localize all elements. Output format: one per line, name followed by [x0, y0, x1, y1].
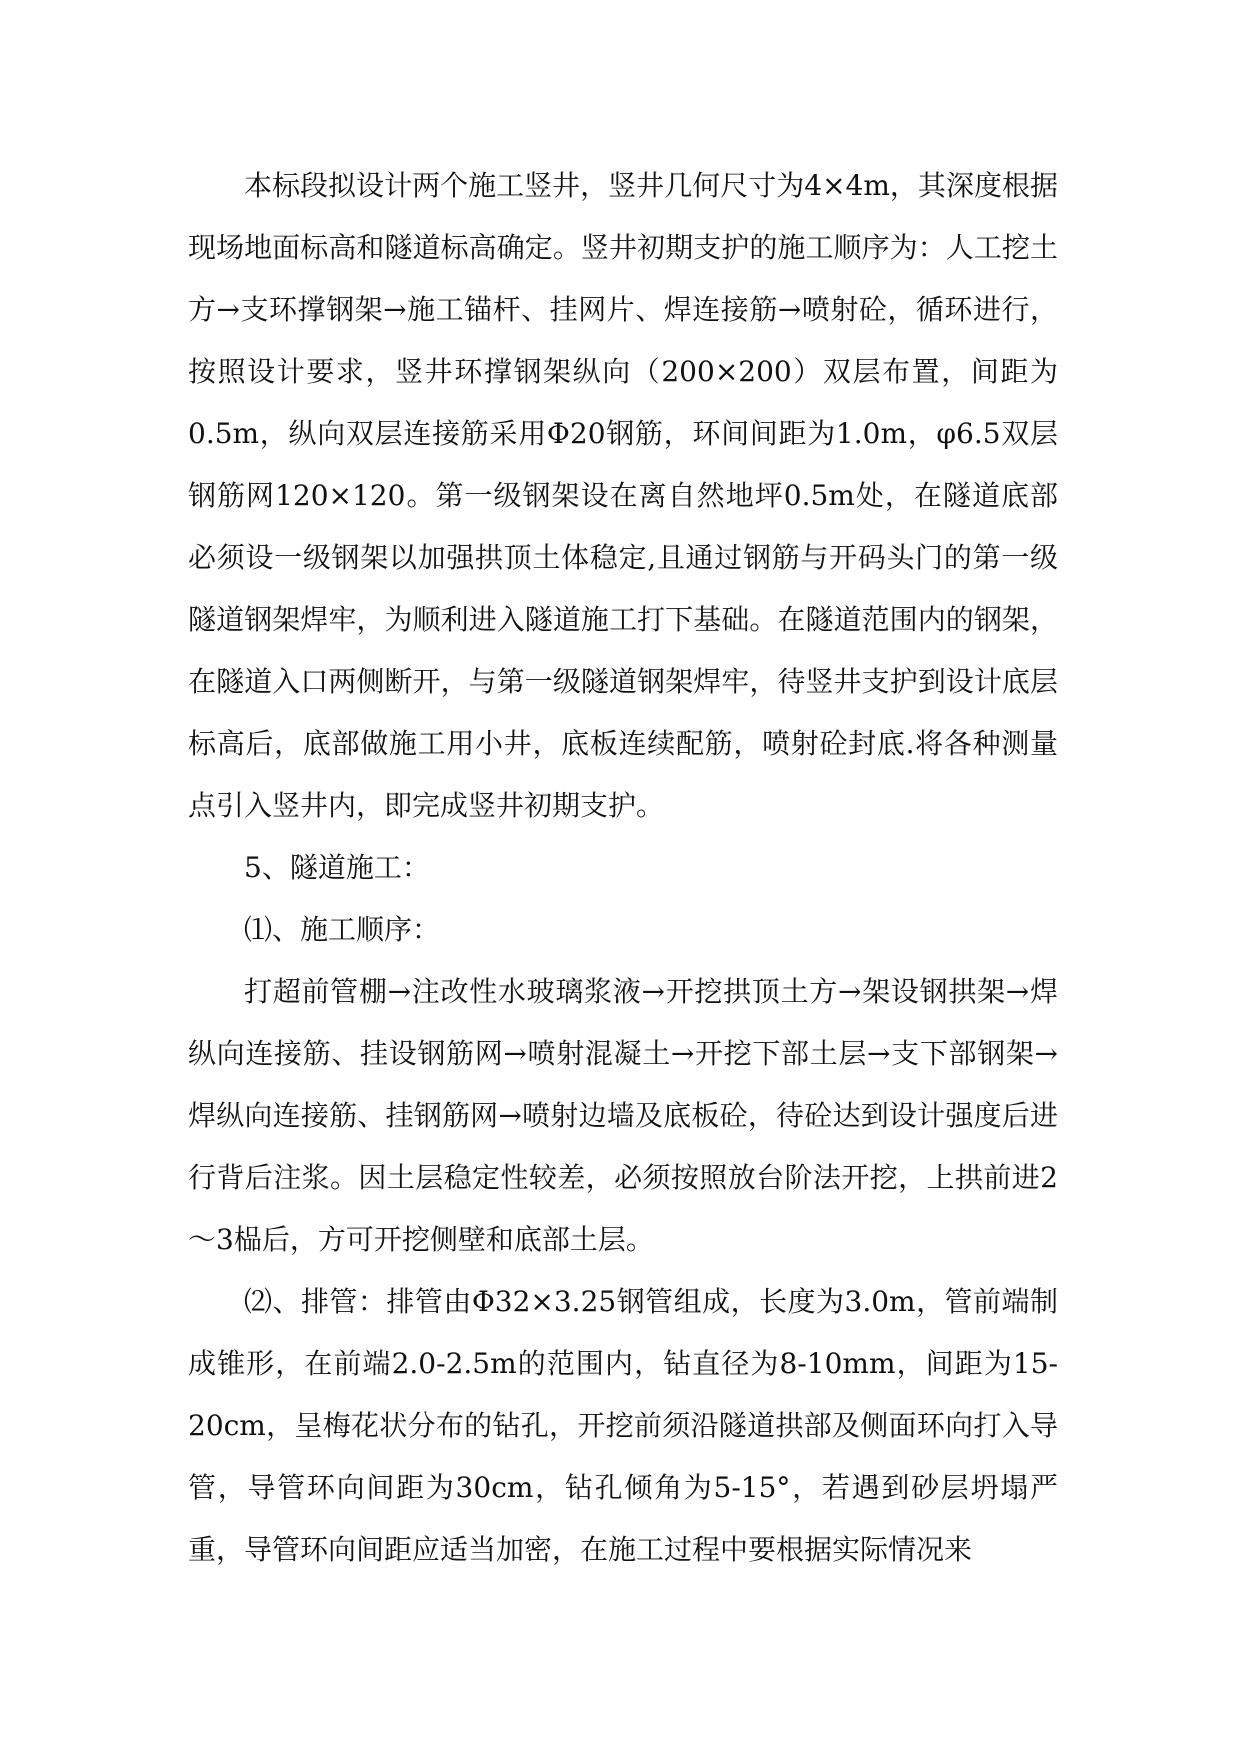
paragraph-pipe-array: ⑵、排管：排管由Φ32×3.25钢管组成，长度为3.0m，管前端制成锥形，在前端2.0-2.5m的范围内，钻直径为8-10mm，间距为15-20cm，呈梅花状分布的钻孔，开挖前须沿隧道拱部及侧面环向打入导管，导管环向间距为30cm，钻孔倾角为5-15°，若遇到砂层坍塌严重，导管环向间距应适当加密，在施工过程中要根据实际情况来: [188, 1285, 1058, 1566]
paragraph-shaft-support: 本标段拟设计两个施工竖井，竖井几何尺寸为4×4m，其深度根据现场地面标高和隧道标高确定。竖井初期支护的施工顺序为：人工挖土方→支环撑钢架→施工锚杆、挂网片、焊连接筋→喷射砼，循环进行，按照设计要求，竖井环撑钢架纵向（200×200）双层布置，间距为0.5m，纵向双层连接筋采用Φ20钢筋，环间间距为1.0m，φ6.5双层钢筋网120×120。第一级钢架设在离自然地坪0.5m处，在隧道底部必须设一级钢架以加强拱顶土体稳定,且通过钢筋与开码头门的第一级隧道钢架焊牢，为顺利进入隧道施工打下基础。在隧道范围内的钢架，在隧道入口两侧断开，与第一级隧道钢架焊牢，待竖井支护到设计底层标高后，底部做施工用小井，底板连续配筋，喷射砼封底.将各种测量点引入竖井内，即完成竖井初期支护。: [188, 169, 1058, 822]
heading-tunnel-construction: 5、隧道施工：: [244, 851, 430, 884]
document-body: [188, 155, 1058, 1581]
paragraph-construction-sequence: 打超前管棚→注改性水玻璃浆液→开挖拱顶土方→架设钢拱架→焊纵向连接筋、挂设钢筋网→喷射混凝土→开挖下部土层→支下部钢架→焊纵向连接筋、挂钢筋网→喷射边墙及底板砼，待砼达到设计强度后进行背后注浆。因土层稳定性较差，必须按照放台阶法开挖，上拱前进2～3榀后，方可开挖侧壁和底部土层。: [188, 975, 1058, 1256]
heading-construction-sequence: ⑴、施工顺序：: [244, 913, 441, 946]
